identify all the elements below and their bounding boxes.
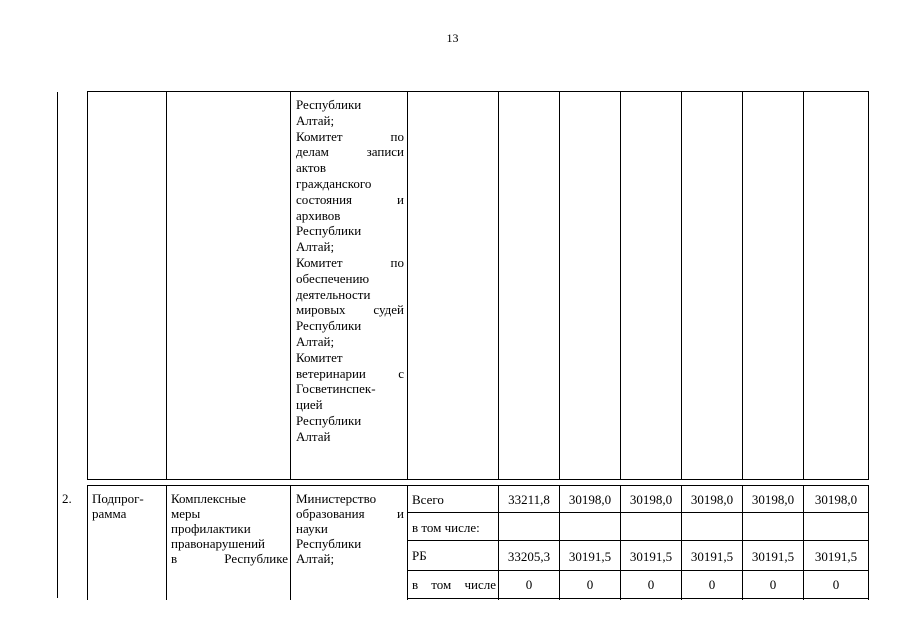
value-cell: 30198,0 xyxy=(814,492,858,507)
resp-line: Республики xyxy=(296,412,362,428)
resp-line: Республики xyxy=(296,318,362,334)
value-cell: 30198,0 xyxy=(568,492,612,507)
value-cell: 30198,0 xyxy=(629,492,673,507)
value-cell: 30191,5 xyxy=(814,549,858,564)
resp-line: гражданского xyxy=(296,175,372,191)
resp-line: Госветинспек- xyxy=(296,381,376,397)
source-label-total: Всего xyxy=(412,492,444,507)
resp-line: Алтай; xyxy=(296,112,335,128)
value-cell: 30198,0 xyxy=(751,492,795,507)
resp-line: Республики xyxy=(296,223,362,239)
resp-line: Комитет по xyxy=(296,128,404,144)
resp-line: Комитет xyxy=(296,349,343,365)
value-cell: 33211,8 xyxy=(508,492,550,507)
value-cell: 0 xyxy=(525,577,533,592)
resp-line: Республики xyxy=(296,97,362,112)
source-label-including: в том числе: xyxy=(412,520,480,535)
value-cell: 30191,5 xyxy=(690,549,734,564)
resp-line: Комитет по xyxy=(296,254,404,270)
resp-line: Алтай; xyxy=(296,239,335,255)
continuation-responsible xyxy=(296,97,404,445)
value-cell: 0 xyxy=(769,577,777,592)
resp-line: актов xyxy=(296,160,327,176)
row-number: 2. xyxy=(62,491,72,506)
program-type: Подпрог- рамма xyxy=(92,491,144,521)
resp-line: делам записи xyxy=(296,144,404,160)
resp-line: Алтай xyxy=(296,428,331,444)
value-cell: 0 xyxy=(832,577,840,592)
resp-line: мировых судей xyxy=(296,302,404,318)
resp-line: Алтай; xyxy=(296,333,335,349)
value-cell: 30191,5 xyxy=(629,549,673,564)
resp-line: цией xyxy=(296,397,323,413)
value-cell: 0 xyxy=(586,577,594,592)
value-cell: 30191,5 xyxy=(751,549,795,564)
resp-line: обеспечению xyxy=(296,270,370,286)
value-cell: 0 xyxy=(647,577,655,592)
page-number: 13 xyxy=(446,31,459,45)
value-cell: 33205,3 xyxy=(507,549,551,564)
value-cell: 0 xyxy=(708,577,716,592)
resp-line: архивов xyxy=(296,207,341,223)
resp-line: состояния и xyxy=(296,191,404,207)
program-name: Комплексные меры профилактики правонарушений в Республике xyxy=(171,491,288,566)
program-responsible: Министерство образования и науки Республики Алтай; xyxy=(296,491,404,566)
resp-line: деятельности xyxy=(296,286,371,302)
source-label-including-2: в том числе xyxy=(412,577,496,592)
value-cell: 30191,5 xyxy=(568,549,612,564)
value-cell: 30198,0 xyxy=(690,492,734,507)
source-label-rb: РБ xyxy=(412,548,427,563)
resp-line: ветеринарии с xyxy=(296,365,404,381)
